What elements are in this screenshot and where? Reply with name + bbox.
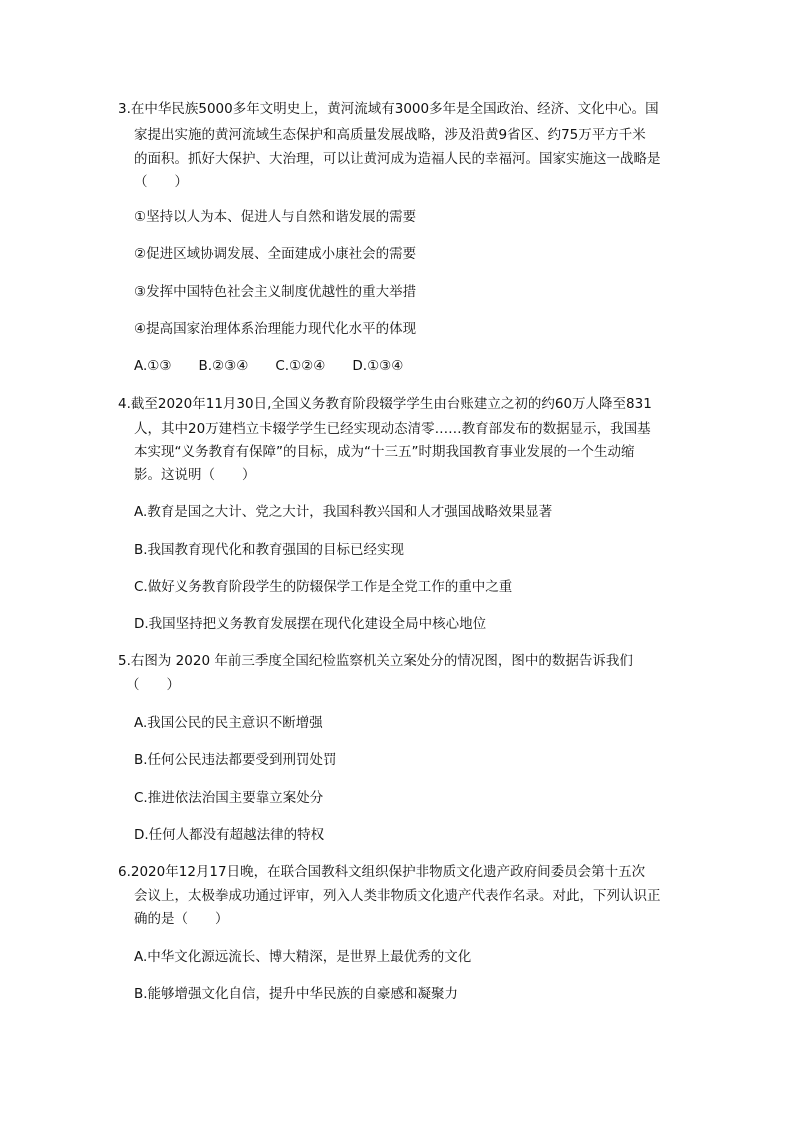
q3-statement-3: ③发挥中国特色社会主义制度优越性的重大举措 bbox=[134, 284, 417, 300]
q5-option-b: B.任何公民违法都要受到刑罚处罚 bbox=[134, 752, 337, 768]
q4-option-b: B.我国教育现代化和教育强国的目标已经实现 bbox=[134, 542, 405, 558]
q3-statement-1: ①坚持以人为本、促进人与自然和谐发展的需要 bbox=[134, 209, 417, 225]
q4-option-c: C.做好义务教育阶段学生的防辍保学工作是全党工作的重中之重 bbox=[134, 579, 513, 595]
q4-stem-line-3: 本实现“义务教育有保障”的目标，成为“十三五”时期我国教育事业发展的一个生动缩 bbox=[134, 444, 635, 460]
q3-answer-blank: （ ） bbox=[134, 174, 188, 190]
q6-option-b: B.能够增强文化自信，提升中华民族的自豪感和凝聚力 bbox=[134, 986, 459, 1002]
q3-stem-line-1: 3.在中华民族5000多年文明史上，黄河流域有3000多年是全国政治、经济、文化中心。国 bbox=[118, 101, 659, 117]
q6-stem-line-3: 确的是（ ） bbox=[134, 911, 229, 927]
q3-statement-2: ②促进区域协调发展、全面建成小康社会的需要 bbox=[134, 246, 417, 262]
q4-option-a: A.教育是国之大计、党之大计，我国科教兴国和人才强国战略效果显著 bbox=[134, 504, 553, 520]
q5-option-a: A.我国公民的民主意识不断增强 bbox=[134, 715, 323, 731]
q3-stem-line-3: 的面积。抓好大保护、大治理，可以让黄河成为造福人民的幸福河。国家实施这一战略是 bbox=[134, 151, 661, 167]
q4-stem-line-2: 人，其中20万建档立卡辍学学生已经实现动态清零……教育部发布的数据显示，我国基 bbox=[134, 421, 651, 437]
q5-option-d: D.任何人都没有超越法律的特权 bbox=[134, 827, 325, 843]
q6-option-a: A.中华文化源远流长、博大精深，是世界上最优秀的文化 bbox=[134, 949, 472, 965]
q3-stem-line-2: 家提出实施的黄河流域生态保护和高质量发展战略，涉及沿黄9省区、约75万平方千米 bbox=[134, 127, 646, 143]
q3-statement-4: ④提高国家治理体系治理能力现代化水平的体现 bbox=[134, 321, 417, 337]
q4-stem-line-4: 影。这说明（ ） bbox=[134, 467, 256, 483]
q4-option-d: D.我国坚持把义务教育发展摆在现代化建设全局中核心地位 bbox=[134, 616, 487, 632]
q6-stem-line-1: 6.2020年12月17日晚，在联合国教科文组织保护非物质文化遗产政府间委员会第十五次 bbox=[118, 864, 646, 880]
q5-stem-line-1: 5.右图为 2020 年前三季度全国纪检监察机关立案处分的情况图，图中的数据告诉我们 bbox=[118, 653, 633, 669]
q4-stem-line-1: 4.截至2020年11月30日,全国义务教育阶段辍学学生由台账建立之初的约60万人降至831 bbox=[118, 396, 652, 412]
q5-option-c: C.推进依法治国主要靠立案处分 bbox=[134, 790, 324, 806]
q6-stem-line-2: 会议上，太极拳成功通过评审，列入人类非物质文化遗产代表作名录。对此，下列认识正 bbox=[134, 888, 661, 904]
q5-answer-blank: （ ） bbox=[126, 677, 180, 693]
q3-options: A.①③ B.②③④ C.①②④ D.①③④ bbox=[134, 358, 404, 374]
